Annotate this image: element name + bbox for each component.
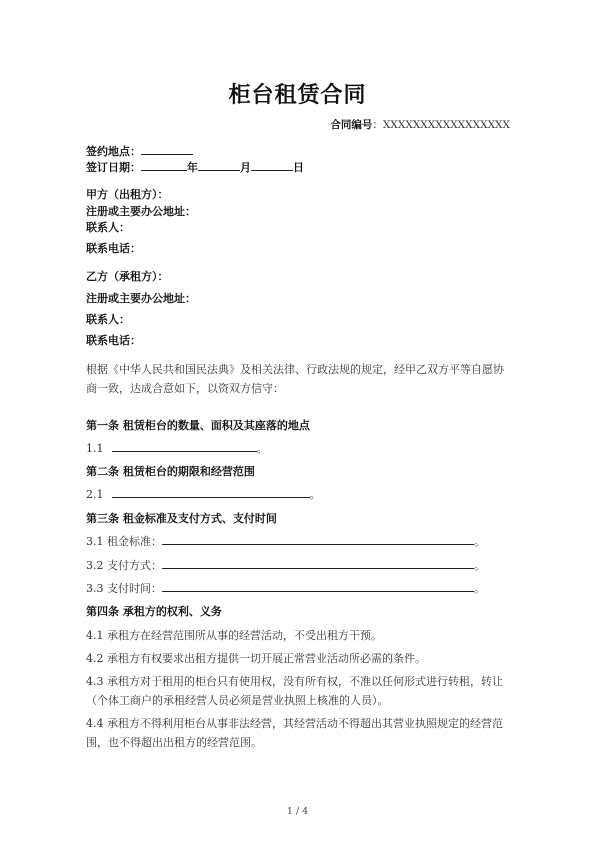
payment-method-blank bbox=[162, 557, 474, 569]
sign-place bbox=[86, 143, 193, 159]
contract-number bbox=[330, 117, 510, 132]
sign-day-blank bbox=[251, 159, 293, 171]
party-a-phone-label: 联系电话： bbox=[86, 242, 141, 255]
article-3-item-2-label: 3.2 支付方式： bbox=[86, 559, 162, 572]
sign-date-label: 签订日期： bbox=[86, 161, 141, 174]
article-1-item-end: 。 bbox=[256, 442, 268, 455]
article-2-item-end: 。 bbox=[309, 488, 321, 501]
article-3-title: 第三条 租金标准及支付方式、支付时间 bbox=[86, 512, 277, 525]
document-title: 柜台租赁合同 bbox=[228, 82, 367, 108]
article-4-item-1: 4.1 承租方在经营范围所从事的经营活动，不受出租方干预。 bbox=[86, 629, 382, 642]
payment-time-blank bbox=[162, 580, 474, 592]
article-2-item bbox=[86, 486, 321, 502]
party-a-heading: 甲方（出租方）： bbox=[86, 188, 169, 201]
article-4-item-2: 4.2 承租方有权要求出租方提供一切开展正常营业活动所必需的条件。 bbox=[86, 652, 426, 665]
sign-month-blank bbox=[198, 159, 240, 171]
article-3-item-1-end: 。 bbox=[474, 535, 485, 548]
article-4-title: 第四条 承租方的权利、义务 bbox=[86, 605, 222, 618]
article-3-item-2-end: 。 bbox=[474, 559, 485, 572]
contract-number-label: 合同编号 bbox=[330, 119, 373, 131]
sign-year-blank bbox=[141, 159, 187, 171]
article-4-item-4: 4.4 承租方不得利用柜台从事非法经营，其经营活动不得超出其营业执照规定的经营范围，也不得超出出租方的经营范围。 bbox=[86, 717, 503, 749]
sign-month-label: 月 bbox=[240, 161, 251, 174]
article-1-item-number: 1.1 bbox=[86, 442, 104, 455]
contract-number-value: XXXXXXXXXXXXXXXXX bbox=[382, 119, 510, 131]
article-3-item-3-end: 。 bbox=[474, 582, 485, 595]
sign-place-label: 签约地点： bbox=[86, 145, 141, 158]
contract-number-sep: ： bbox=[372, 119, 383, 131]
party-b-contact-label: 联系人： bbox=[86, 313, 130, 326]
sign-year-label: 年 bbox=[187, 161, 198, 174]
sign-place-blank bbox=[141, 143, 193, 155]
article-2-title: 第二条 租赁柜台的期限和经营范围 bbox=[86, 465, 255, 478]
article-2-blank bbox=[112, 486, 310, 498]
party-b-heading: 乙方（承租方）： bbox=[86, 270, 169, 283]
sign-day-label: 日 bbox=[293, 161, 304, 174]
rent-standard-blank bbox=[162, 533, 474, 545]
party-a-contact-label: 联系人： bbox=[86, 221, 130, 234]
article-2-item-number: 2.1 bbox=[86, 488, 104, 501]
page-number: 1 / 4 bbox=[286, 806, 309, 817]
article-4-item-3: 4.3 承租方对于租用的柜台只有使用权，没有所有权，不准以任何形式进行转租，转让（个体工商户的承租经营人员必须是营业执照上核准的人员）。 bbox=[86, 675, 503, 707]
preamble-text: 根据《中华人民共和国民法典》及相关法律、行政法规的规定，经甲乙双方平等自愿协商一致，达成合意如下，以资双方信守： bbox=[86, 363, 504, 395]
article-1-item bbox=[86, 440, 268, 456]
party-a-address-label: 注册或主要办公地址： bbox=[86, 205, 196, 218]
article-1-title: 第一条 租赁柜台的数量、面积及其座落的地点 bbox=[86, 419, 310, 432]
article-1-blank bbox=[112, 440, 257, 452]
article-3-item-1 bbox=[86, 533, 485, 549]
sign-date bbox=[86, 159, 304, 175]
article-3-item-3-label: 3.3 支付时间： bbox=[86, 582, 162, 595]
article-3-item-3 bbox=[86, 580, 485, 596]
article-3-item-1-label: 3.1 租金标准： bbox=[86, 535, 162, 548]
party-b-phone-label: 联系电话： bbox=[86, 334, 141, 347]
party-b-address-label: 注册或主要办公地址： bbox=[86, 292, 196, 305]
article-3-item-2 bbox=[86, 557, 485, 573]
